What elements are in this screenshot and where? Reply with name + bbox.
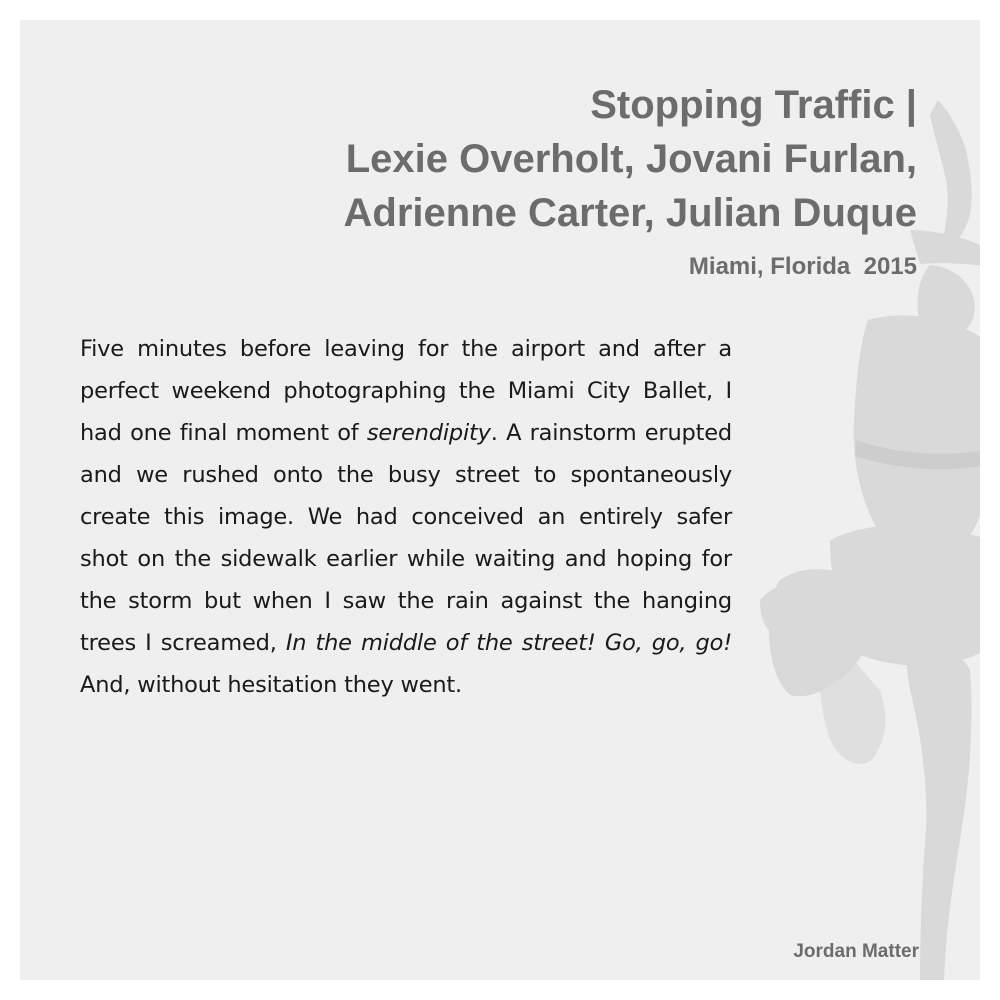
body-text: Five minutes before leaving for the airport and after a perfect weekend photographing the Miami City Ballet, I had one final moment of — [80, 336, 732, 446]
body-text: And, without hesitation they went. — [80, 672, 462, 698]
story-title — [117, 78, 917, 240]
title-line: Lexie Overholt, Jovani Furlan, — [345, 137, 917, 181]
story-card — [20, 20, 980, 980]
title-line: Adrienne Carter, Julian Duque — [343, 191, 917, 235]
author-name: Jordan Matter — [793, 941, 919, 962]
body-italic: serendipity — [366, 420, 491, 446]
body-italic: In the middle of the street! Go, go, go! — [285, 630, 733, 656]
body-text: . A rainstorm erupted and we rushed onto the busy street to spontaneously create this image. We had conceived an entirely safer shot on the sidewalk earlier while waiting and hoping for the storm but when I saw the rain against the hanging trees I screamed, — [80, 420, 732, 656]
story-body — [80, 328, 732, 706]
location-date: Miami, Florida 2015 — [688, 253, 917, 280]
title-line: Stopping Traffic | — [590, 83, 917, 127]
